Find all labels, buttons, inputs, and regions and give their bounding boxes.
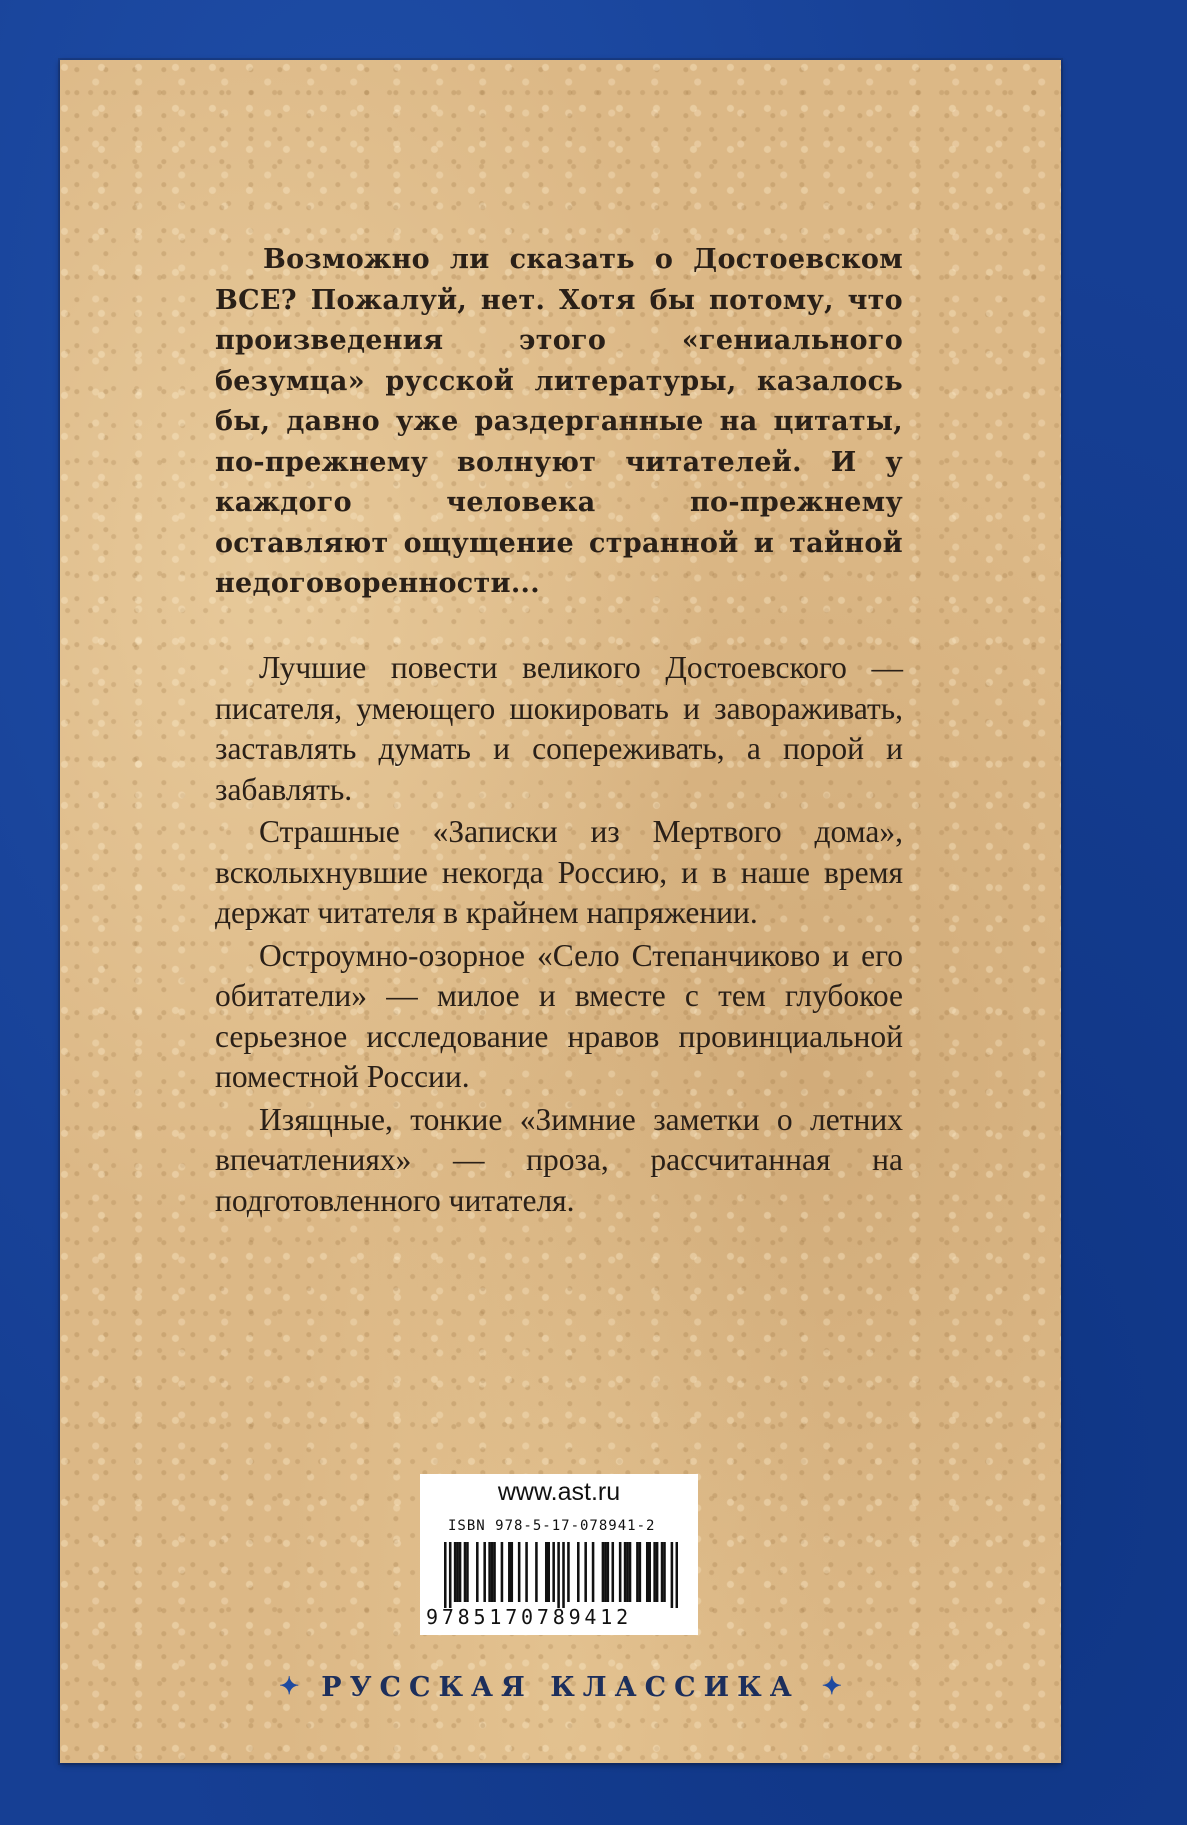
barcode-bar [626, 1542, 629, 1602]
blurb-paragraph: Страшные «Записки из Мертвого дома», всколыхнувшие некогда Россию, и в наше время держат читателя в крайнем напряжении. [215, 814, 903, 930]
barcode-bar [557, 1542, 560, 1608]
barcode-bar [671, 1542, 674, 1608]
blurb-paragraph: Остроумно-озорное «Село Степанчиково и его обитатели» — милое и вместе с тем глубокое серьезное исследование нравов провинциальной поместной России. [215, 937, 903, 1094]
blurb-paragraph: Изящные, тонкие «Зимние заметки о летних впечатлениях» — проза, рассчитанная на подготовленного читателя. [215, 1101, 903, 1218]
barcode-bar [459, 1542, 462, 1602]
barcode-bar [567, 1542, 570, 1602]
isbn-text: ISBN 978-5-17-078941-2 [448, 1518, 656, 1534]
barcode-bar [624, 1542, 627, 1602]
barcode-bar [547, 1542, 550, 1602]
barcode-bar [604, 1542, 607, 1602]
barcode-bar [493, 1542, 496, 1602]
barcode-bar [562, 1542, 565, 1608]
barcode-bar [483, 1542, 486, 1602]
barcode-bar [611, 1542, 614, 1602]
barcode-bar [525, 1542, 528, 1602]
barcode-bar [466, 1542, 469, 1602]
barcode-bar [501, 1542, 504, 1602]
barcode-bar [456, 1542, 459, 1602]
barcode-bar [449, 1542, 452, 1608]
series-label: РУССКАЯ КЛАССИКА [321, 1672, 800, 1703]
barcode-bar [648, 1542, 651, 1602]
barcode-bar [676, 1542, 678, 1608]
barcode-bar [619, 1542, 622, 1602]
series-title [60, 1672, 1061, 1703]
four-point-star-icon: ✦ [821, 1671, 842, 1700]
barcode-bar [535, 1542, 538, 1602]
four-point-star-icon: ✦ [279, 1671, 300, 1700]
barcode-bar [646, 1542, 649, 1602]
intro-paragraph [215, 240, 903, 605]
barcode-bar [602, 1542, 605, 1602]
barcode-digits: 9785170789412 [426, 1605, 632, 1629]
barcode-bar [545, 1542, 548, 1602]
barcode-bar [653, 1542, 656, 1602]
barcode-bar [663, 1542, 666, 1602]
publisher-url: www.ast.ru [497, 1478, 621, 1506]
barcode-bar [444, 1542, 447, 1608]
barcode-bar [488, 1542, 491, 1602]
barcode-bar [577, 1542, 580, 1602]
barcode-bar [584, 1542, 587, 1602]
barcode-bar [592, 1542, 595, 1602]
barcode-bar [656, 1542, 659, 1602]
intro-text: Возможно ли сказать о Достоевском ВСЕ? Пожалуй, нет. Хотя бы потому, что произведения этого «гениального безумца» русской литературы, казалось бы, давно уже раздерганные на цитаты, по-прежнему волнуют читателей. И у каждого человека по-прежнему оставляют ощущение странной и тайной недоговоренности... [215, 244, 903, 599]
barcode-bar [661, 1542, 664, 1602]
barcode-label [420, 1474, 698, 1635]
barcode-bar [518, 1542, 521, 1602]
barcode-bar [629, 1542, 632, 1602]
barcode-bar [636, 1542, 639, 1602]
barcode-bar [607, 1542, 610, 1602]
barcode-bar [464, 1542, 467, 1602]
blurb-paragraph: Лучшие повести великого Достоевского — писателя, умеющего шокировать и завораживать, заставлять думать и сопереживать, а порой и забавлять. [215, 650, 903, 807]
barcode-bars [444, 1542, 678, 1608]
barcode-bar [454, 1542, 457, 1602]
barcode-bar [639, 1542, 642, 1602]
barcode-bar [491, 1542, 494, 1602]
description-blurbs [215, 648, 903, 1223]
barcode-bar [511, 1542, 514, 1602]
barcode-bar [552, 1542, 555, 1602]
barcode-bar [508, 1542, 511, 1602]
barcode-bar [476, 1542, 479, 1602]
